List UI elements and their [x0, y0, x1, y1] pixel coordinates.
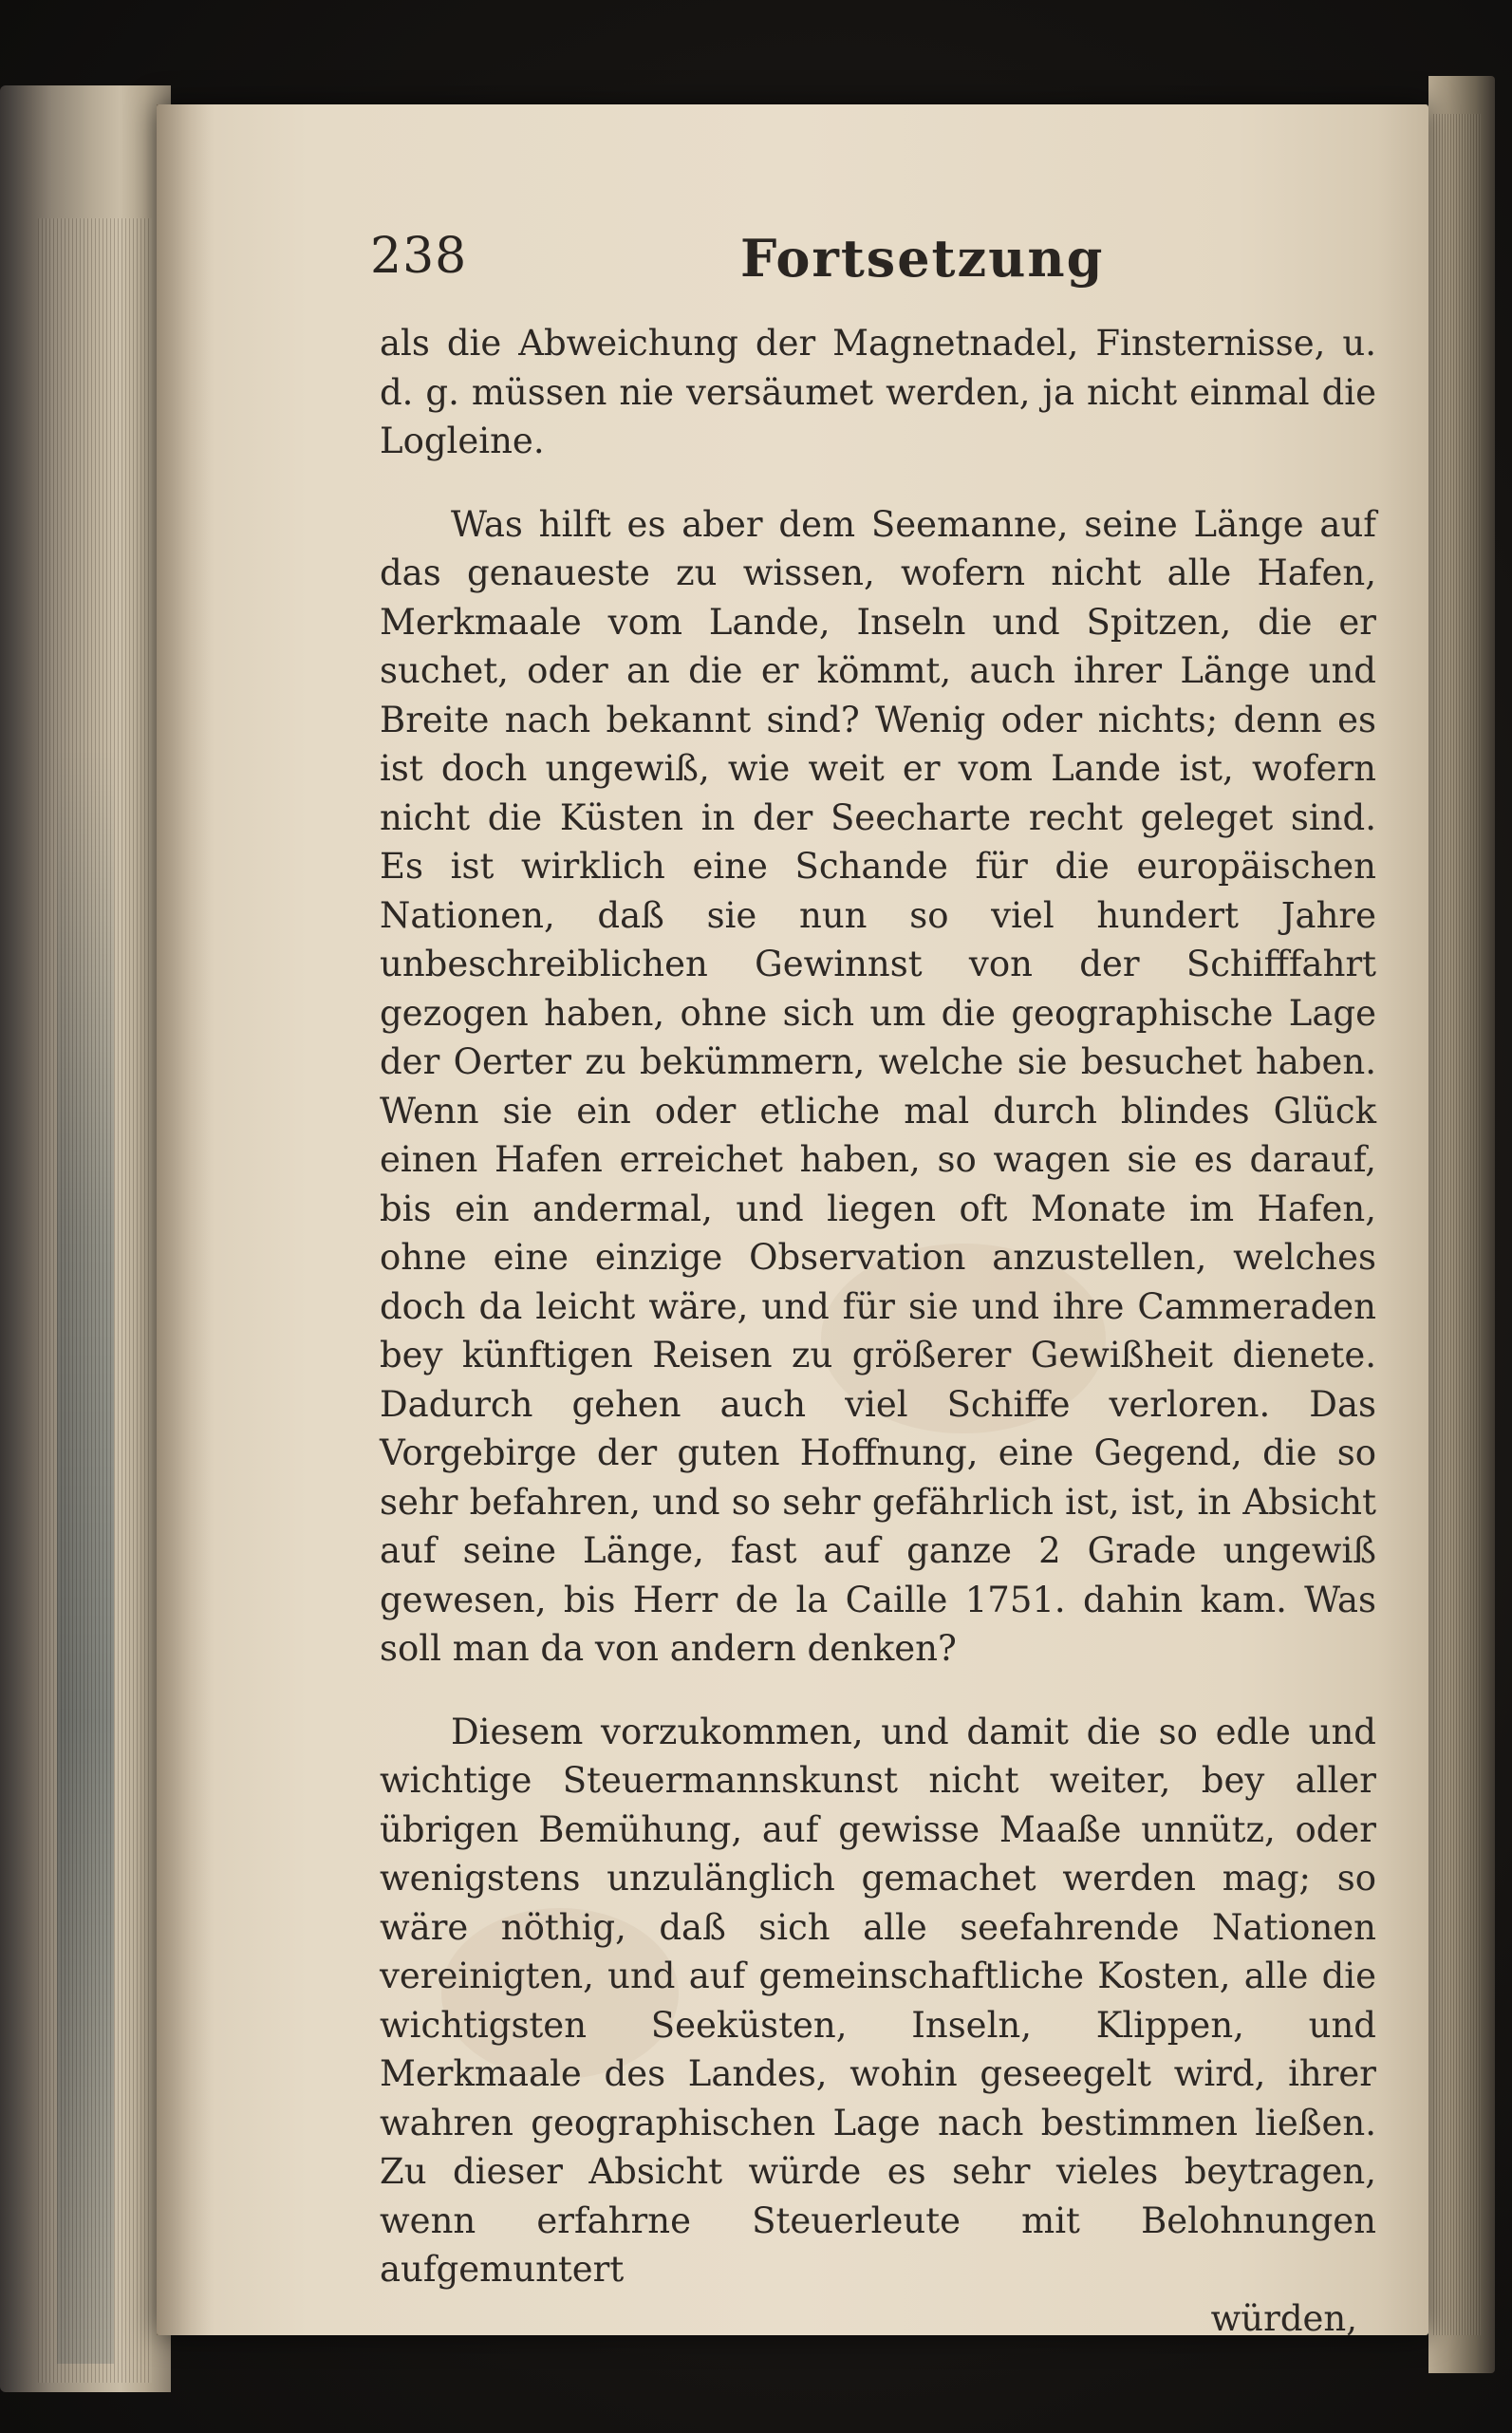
page-edge-tint — [57, 750, 114, 2364]
page-number: 238 — [370, 228, 468, 285]
page-header — [370, 228, 1376, 313]
right-edge-stripes — [1433, 114, 1481, 2335]
running-head: Fortsetzung — [740, 228, 1105, 289]
paragraph-1: als die Abweichung der Magnetnadel, Finsternisse, u. d. g. müssen nie versäumet werden, ja nicht einmal die Logleine. — [380, 323, 1376, 461]
book-page-edges-left — [0, 85, 171, 2392]
paragraph-3: Diesem vorzukommen, und damit die so edle und wichtige Steuermannskunst nicht weiter, bey aller übrigen Bemühung, auf gewisse Maaße unnütz, oder wenigstens unzulänglich gemachet werden mag; so wäre nöthig, daß sich alle seefahrende Nationen vereinigten, und auf gemeinschaftliche Kosten, alle die wichtigsten Seeküsten, Inseln, Klippen, und Merkmaale des Landes, wohin geseegelt wird, ihrer wahren geographischen Lage nach bestimmen ließen. Zu dieser Absicht würde es sehr vieles beytragen, wenn erfahrne Steuerleute mit Belohnungen aufgemuntert — [380, 1711, 1376, 2290]
paragraph-2: Was hilft es aber dem Seemanne, seine Länge auf das genaueste zu wissen, wofern nicht alle Hafen, Merkmaale vom Lande, Inseln und Spitzen, die er suchet, oder an die er kömmt, auch ihrer Länge und Breite nach bekannt sind? Wenig oder nichts; denn es ist doch ungewiß, wie weit er vom Lande ist, wofern nicht die Küsten in der Seecharte recht geleget sind. Es ist wirklich eine Schande für die europäischen Nationen, daß sie nun so viel hundert Jahre unbeschreiblichen Gewinnst von der Schifffahrt gezogen haben, ohne sich um die geographische Lage der Oerter zu bekümmern, welche sie besuchet haben. Wenn sie ein oder etliche mal durch blindes Glück einen Hafen erreichet haben, so wagen sie es darauf, bis ein andermal, und liegen oft Monate im Hafen, ohne eine einzige Observation anzustellen, welches doch da leicht wäre, und für sie und ihre Cammeraden bey künftigen Reisen zu größerer Gewißheit dienete. Dadurch gehen auch viel Schiffe verloren. Das Vorgebirge der guten Hoffnung, eine Gegend, die so sehr befahren, und so sehr gefährlich ist, ist, in Absicht auf seine Länge, fast auf ganze 2 Grade ungewiß gewesen, bis Herr de la Caille 1751. dahin kam. Was soll man da von andern denken? — [380, 503, 1376, 1669]
page-gutter-shadow — [157, 104, 214, 2335]
catchword: würden, — [1210, 2297, 1357, 2339]
page-text-block — [370, 228, 1376, 2343]
